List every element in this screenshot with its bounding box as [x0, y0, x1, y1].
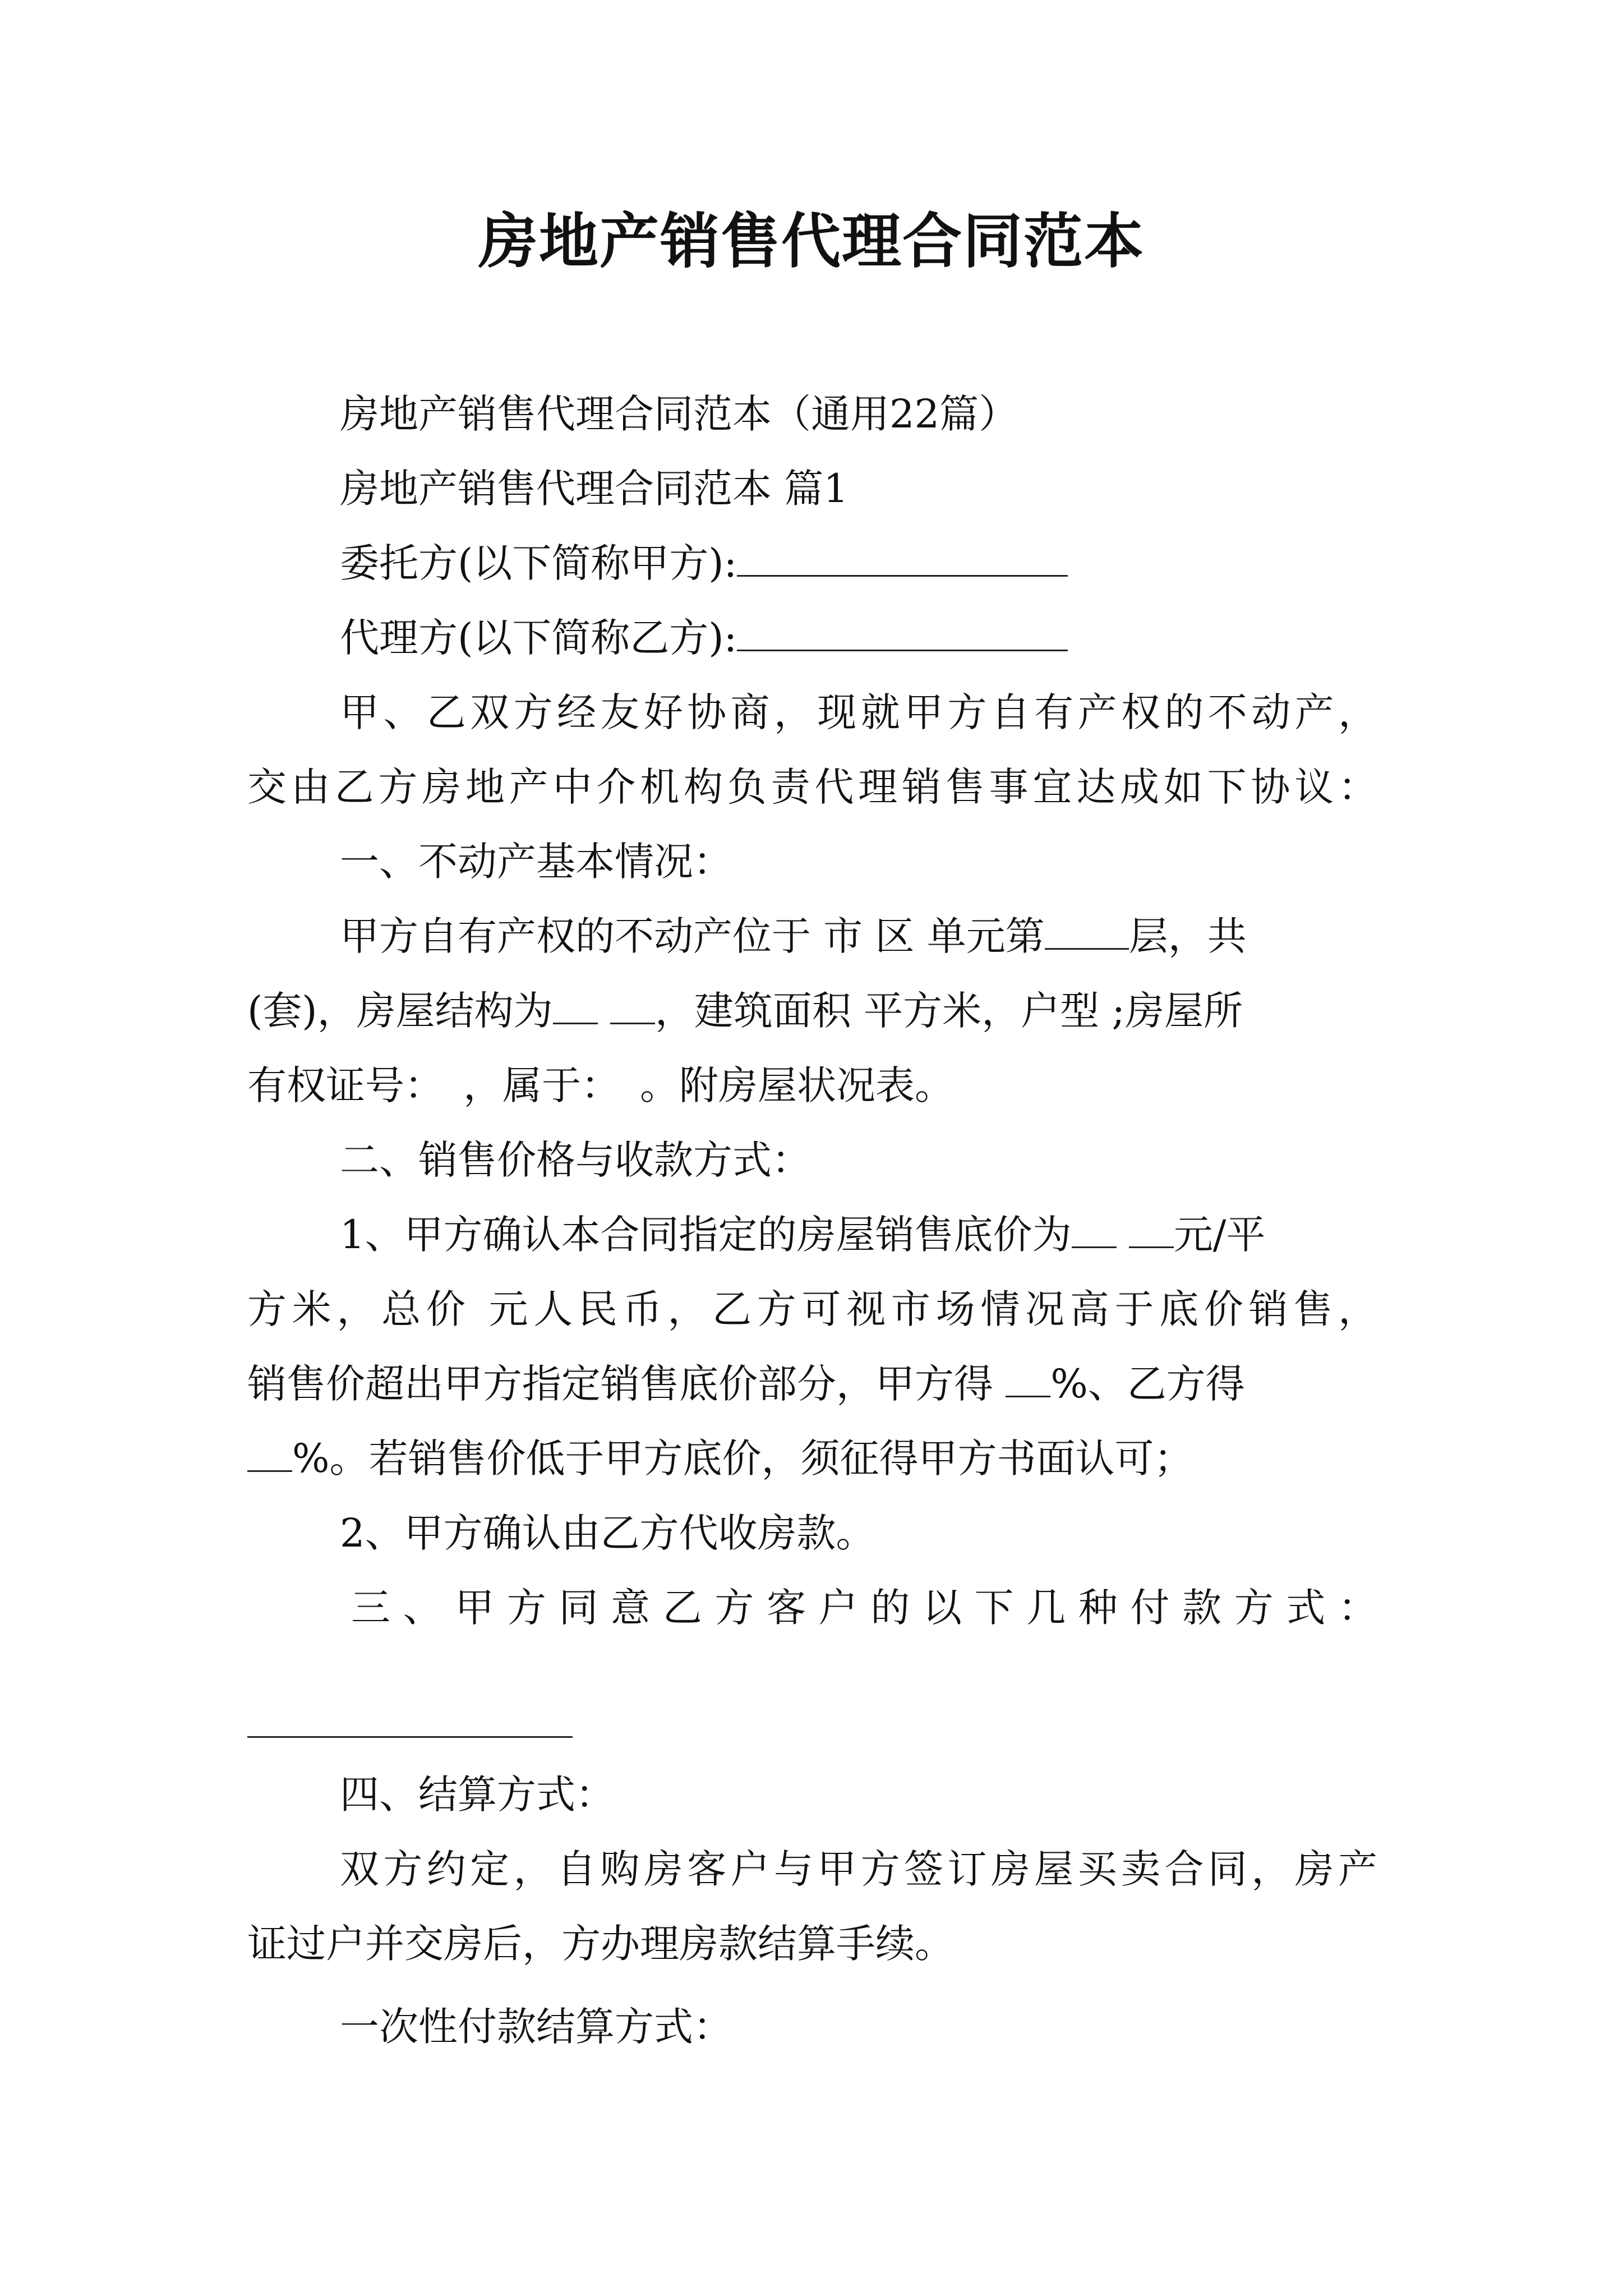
paragraph-text: 方米，总价 元人民币，乙方可视市场情况高于底价销售， — [247, 1286, 1377, 1332]
paragraph-line — [247, 1907, 1377, 1981]
paragraph-text: 甲、乙双方经友好协商，现就甲方自有产权的不动产， — [340, 689, 1377, 735]
price-blank — [1072, 1207, 1117, 1248]
percent-blank — [247, 1431, 292, 1472]
document-title: 房地产销售代理合同范本 — [478, 206, 1145, 276]
paragraph-text: 2、甲方确认由乙方代收房款。 — [340, 1510, 875, 1556]
paragraph-line — [247, 1347, 1377, 1421]
paragraph-text: 有权证号： ，属于： 。附房屋状况表。 — [247, 1062, 954, 1108]
paragraph-line — [247, 1990, 1470, 2064]
price-blank — [1129, 1207, 1174, 1248]
agent-label: 代理方(以下简称乙方): — [340, 615, 737, 661]
subtitle-line — [247, 377, 1470, 452]
floor-blank — [1045, 909, 1129, 950]
paragraph-line — [247, 899, 1470, 974]
paragraph-text: 1、甲方确认本合同指定的房屋销售底价为 — [340, 1212, 1072, 1258]
structure-blank — [553, 983, 598, 1024]
paragraph-line — [247, 1048, 1377, 1123]
payment-method-blank — [247, 1736, 573, 1738]
paragraph-text: 元/平 — [1173, 1212, 1266, 1258]
paragraph-text: 销售价超出甲方指定销售底价部分，甲方得 — [247, 1361, 993, 1407]
paragraph-line — [247, 1832, 1377, 1907]
paragraph-text: %。若销售价低于甲方底价，须征得甲方书面认可； — [292, 1435, 1193, 1481]
paragraph-text: 交由乙方房地产中介机构负责代理销售事宜达成如下协议： — [247, 764, 1377, 810]
subtitle-text: 房地产销售代理合同范本（通用22篇） — [340, 391, 1018, 437]
paragraph-line — [247, 1421, 1377, 1496]
principal-line — [247, 526, 1470, 601]
paragraph-text: %、乙方得 — [1050, 1361, 1245, 1407]
structure-blank — [610, 983, 655, 1024]
paragraph-text: 甲方自有产权的不动产位于 市 区 单元第 — [340, 913, 1045, 959]
clause-heading-text: 二、销售价格与收款方式： — [340, 1137, 811, 1183]
principal-label: 委托方(以下简称甲方): — [340, 540, 737, 586]
agent-blank — [737, 610, 1068, 651]
paragraph-text: (套)，房屋结构为 — [247, 988, 553, 1034]
clause-heading-text: 三、甲方同意乙方客户的以下几种付款方式： — [351, 1585, 1377, 1631]
principal-blank — [737, 536, 1068, 577]
clause-heading — [247, 1571, 1377, 1645]
paragraph-line — [247, 1272, 1377, 1347]
section-heading — [247, 452, 1470, 526]
clause-heading-text: 四、结算方式： — [340, 1772, 615, 1818]
paragraph-line — [247, 974, 1377, 1048]
paragraph-line — [247, 750, 1377, 825]
paragraph-text: ，建筑面积 平方米，户型 ;房屋所 — [654, 988, 1243, 1034]
paragraph-line — [247, 1198, 1470, 1272]
clause-heading — [247, 1757, 1470, 1832]
percent-blank — [1006, 1356, 1050, 1397]
paragraph-line — [247, 675, 1377, 750]
paragraph-line — [247, 1496, 1470, 1571]
clause-heading — [247, 1123, 1470, 1198]
section-heading-text: 房地产销售代理合同范本 篇1 — [340, 466, 849, 512]
clause-heading — [247, 825, 1470, 899]
paragraph-text: 层，共 — [1128, 913, 1247, 959]
paragraph-text: 双方约定，自购房客户与甲方签订房屋买卖合同，房产 — [340, 1846, 1377, 1892]
paragraph-text: 证过户并交房后，方办理房款结算手续。 — [247, 1921, 954, 1967]
paragraph-text: 一次性付款结算方式： — [340, 2004, 732, 2050]
agent-line — [247, 601, 1470, 675]
clause-heading-text: 一、不动产基本情况： — [340, 839, 732, 885]
